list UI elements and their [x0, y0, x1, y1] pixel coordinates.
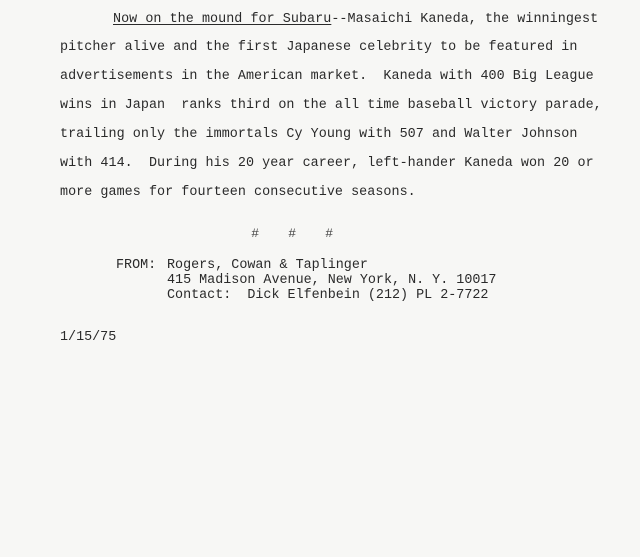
body-line: advertisements in the American market. Kaneda with 400 Big League	[60, 69, 594, 84]
end-mark: #	[251, 226, 260, 241]
body-line: trailing only the immortals Cy Young with 507 and Walter Johnson	[60, 127, 578, 142]
lead-line	[113, 12, 598, 27]
body-line: wins in Japan ranks third on the all time baseball victory parade,	[60, 98, 602, 113]
body-line: with 414. During his 20 year career, left-hander Kaneda won 20 or	[60, 156, 594, 171]
from-contact: Contact: Dick Elfenbein (212) PL 2-7722	[167, 288, 489, 303]
lead-underlined: Now on the mound for Subaru	[113, 12, 332, 27]
from-agency: Rogers, Cowan & Taplinger	[167, 258, 368, 273]
lead-rest: --Masaichi Kaneda, the winningest	[331, 12, 599, 27]
end-marks	[220, 211, 362, 256]
end-mark: #	[288, 226, 297, 241]
release-date: 1/15/75	[60, 330, 117, 345]
from-address: 415 Madison Avenue, New York, N. Y. 10017	[167, 273, 497, 288]
from-label: FROM:	[116, 258, 157, 273]
body-line: pitcher alive and the first Japanese celebrity to be featured in	[60, 40, 578, 55]
body-line: more games for fourteen consecutive seasons.	[60, 185, 416, 200]
end-mark: #	[325, 226, 334, 241]
